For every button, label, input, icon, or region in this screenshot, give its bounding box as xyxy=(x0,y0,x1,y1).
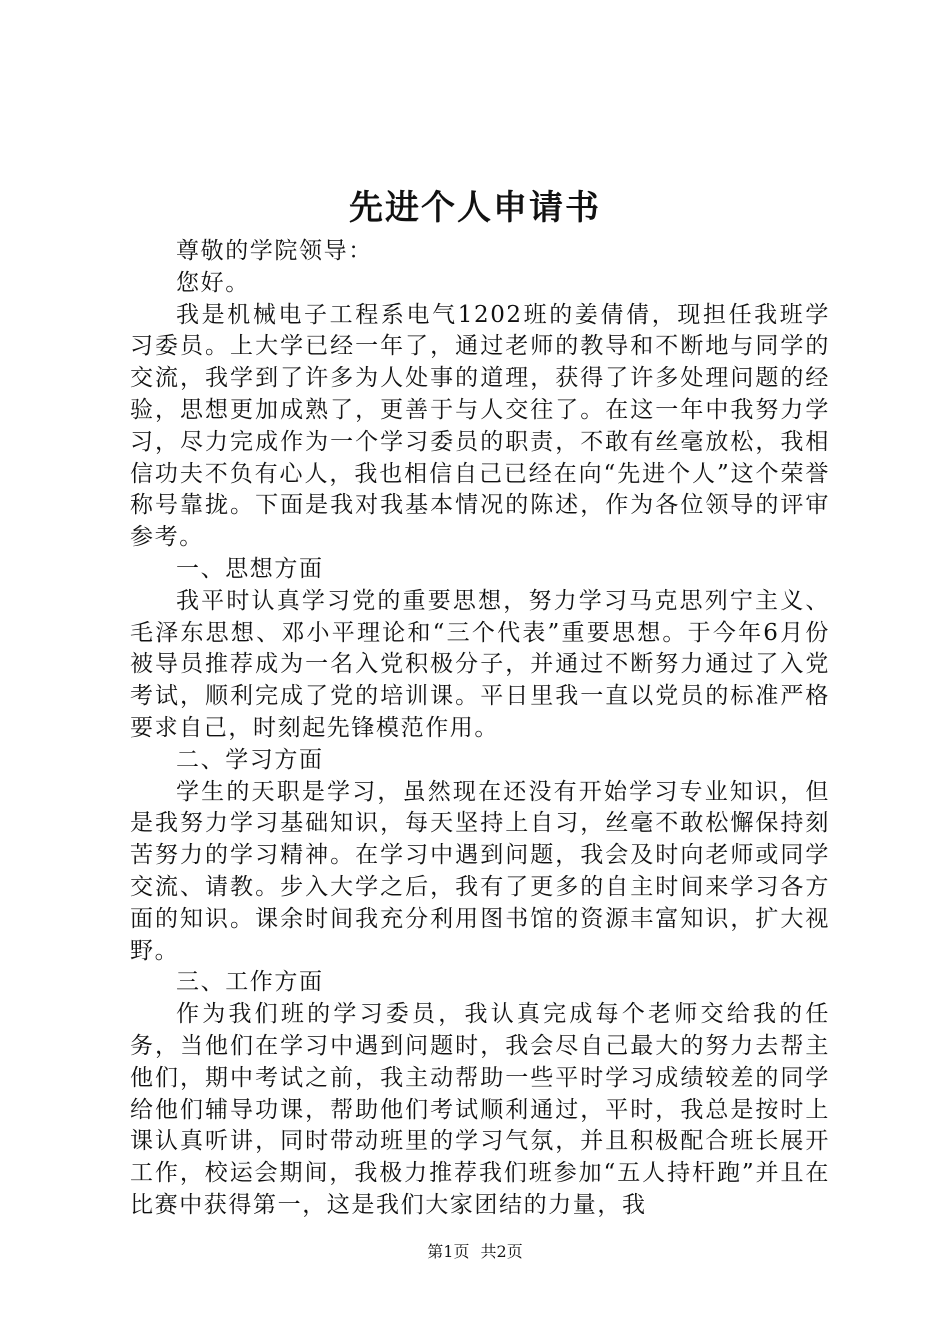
intro-paragraph: 我是机械电子工程系电气1202班的姜倩倩，现担任我班学习委员。上大学已经一年了，通过老师的教导和不断地与同学的交流，我学到了许多为人处事的道理，获得了许多处理问题的经验，思想更加成熟了，更善于与人交往了。在这一年中我努力学习，尽力完成作为一个学习委员的职责，不敢有丝毫放松，我相信功夫不负有心人，我也相信自己已经在向“先进个人”这个荣誉称号靠拢。下面是我对我基本情况的陈述，作为各位领导的评审参考。 xyxy=(130,301,830,551)
document-title: 先进个人申请书 xyxy=(349,188,601,228)
document-body xyxy=(130,236,830,1222)
section-heading-thought: 一、思想方面 xyxy=(176,555,324,582)
page-footer xyxy=(0,1240,950,1264)
page-total: 共2页 xyxy=(480,1242,523,1261)
page-number: 第1页 xyxy=(427,1242,470,1261)
section-paragraph-study: 学生的天职是学习，虽然现在还没有开始学习专业知识，但是我努力学习基础知识，每天坚持上自习，丝毫不敢松懈保持刻苦努力的学习精神。在学习中遇到问题，我会及时向老师或同学交流、请教。步入大学之后，我有了更多的自主时间来学习各方面的知识。课余时间我充分利用图书馆的资源丰富知识，扩大视野。 xyxy=(130,778,830,964)
section-heading-study: 二、学习方面 xyxy=(176,746,324,773)
salutation: 尊敬的学院领导： xyxy=(176,238,373,264)
greeting: 您好。 xyxy=(176,269,250,296)
section-paragraph-thought: 我平时认真学习党的重要思想，努力学习马克思列宁主义、毛泽东思想、邓小平理论和“三个代表”重要思想。于今年6月份被导员推荐成为一名入党积极分子，并通过不断努力通过了入党考试，顺利完成了党的培训课。平日里我一直以党员的标准严格要求自己，时刻起先锋模范作用。 xyxy=(130,587,830,741)
section-paragraph-work: 作为我们班的学习委员，我认真完成每个老师交给我的任务，当他们在学习中遇到问题时，我会尽自己最大的努力去帮主他们，期中考试之前，我主动帮助一些平时学习成绩较差的同学给他们辅导功课，帮助他们考试顺利通过，平时，我总是按时上课认真听讲，同时带动班里的学习气氛，并且积极配合班长展开工作，校运会期间，我极力推荐我们班参加“五人持杆跑”并且在比赛中获得第一，这是我们大家团结的力量，我 xyxy=(130,1001,830,1218)
section-heading-work: 三、工作方面 xyxy=(176,969,324,996)
